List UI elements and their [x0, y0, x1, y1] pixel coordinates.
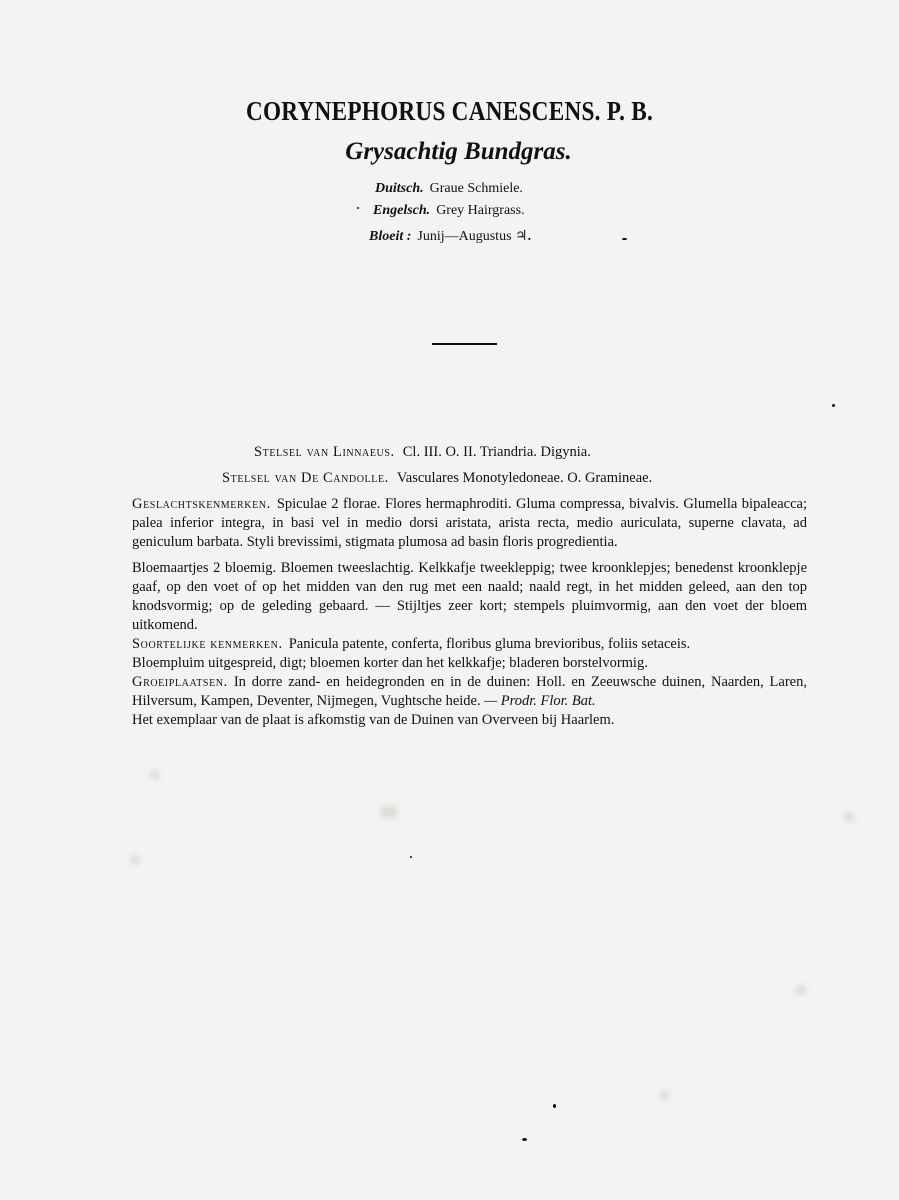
- ink-speck: [522, 1138, 527, 1141]
- german-label: Duitsch.: [375, 181, 424, 196]
- habitat-citation: — Prodr. Flor. Bat.: [484, 693, 596, 709]
- genus-latin-paragraph: [132, 495, 807, 552]
- paper-stain: [150, 770, 160, 780]
- specimen-note: Het exemplaar van de plaat is afkomstig van de Duinen van Overveen bij Haarlem.: [132, 712, 615, 728]
- candolle-label: Stelsel van De Candolle.: [222, 470, 389, 486]
- dutch-common-name: Grysachtig Bundgras.: [345, 138, 572, 165]
- species-label: Soortelijke kenmerken.: [132, 636, 283, 652]
- candolle-system: [222, 470, 652, 487]
- candolle-value: Vasculares Monotyledoneae. O. Gramineae.: [396, 470, 653, 486]
- paper-stain: [130, 855, 140, 865]
- species-title: CORYNEPHORUS CANESCENS. P. B.: [245, 96, 654, 126]
- bloom-period: Junij—Augustus: [417, 229, 512, 244]
- linnaeus-system: [254, 444, 591, 461]
- ink-speck: [553, 1104, 556, 1108]
- perennial-symbol: ♃.: [515, 229, 532, 244]
- ink-speck: [410, 856, 412, 858]
- paper-stain: [380, 805, 398, 819]
- linnaeus-label: Stelsel van Linnaeus.: [254, 444, 395, 460]
- description-body: [132, 495, 807, 730]
- genus-dutch-paragraph: Bloemaartjes 2 bloemig. Bloemen tweeslachtig. Kelkkafje tweekleppig; twee kroonklepjes; benedenst kroonklepje gaaf, op den voet of op het midden van den rug met een naald; naald regt, in het midden geleed, aan den top knodsvormig; op de geleding gebaard. — Stijltjes zeer kort; stempels pluimvormig, aan den voet der bloem uitkomend.: [132, 560, 807, 633]
- english-label: Engelsch.: [373, 203, 431, 218]
- habitat-paragraph: [132, 673, 807, 711]
- paper-stain: [660, 1090, 670, 1100]
- paper-stain: [843, 812, 855, 822]
- german-name: Graue Schmiele.: [429, 181, 523, 196]
- vernacular-names: [369, 178, 532, 248]
- genus-latin-text: Spiculae 2 florae. Flores hermaphroditi. Gluma compressa, bivalvis. Glumella bipaleacca; palea inferior integra, in basi vel in medio dorsi aristata, arista recta, medio auriculata, superne clavata, ad geniculum barbata. Styli brevissimi, stigmata plumosa ad basin floris progredientia.: [132, 496, 807, 550]
- ink-speck: [357, 207, 359, 209]
- species-latin-paragraph: [132, 635, 807, 654]
- linnaeus-value: Cl. III. O. II. Triandria. Digynia.: [402, 444, 591, 460]
- species-latin-text: Panicula patente, conferta, floribus gluma brevioribus, foliis setaceis.: [288, 636, 691, 652]
- divider-rule: [432, 343, 497, 345]
- ink-speck: [832, 404, 835, 407]
- species-dutch-paragraph: Bloempluim uitgespreid, digt; bloemen korter dan het kelkkafje; bladeren borstelvormig.: [132, 655, 648, 671]
- bloom-row: [369, 226, 531, 248]
- english-name-row: [373, 200, 531, 222]
- habitat-label: Groeiplaatsen.: [132, 674, 228, 690]
- habitat-text: In dorre zand- en heidegronden en in de duinen: Holl. en Zeeuwsche duinen, Naarden, Laren, Hilversum, Kampen, Deventer, Nijmegen, Vughtsche heide.: [132, 674, 807, 709]
- paper-stain: [795, 985, 807, 995]
- english-name: Grey Hairgrass.: [436, 203, 525, 218]
- bloom-label: Bloeit :: [369, 229, 412, 244]
- genus-label: Geslachtskenmerken.: [132, 496, 271, 512]
- ink-speck: [622, 238, 627, 240]
- german-name-row: [375, 178, 531, 200]
